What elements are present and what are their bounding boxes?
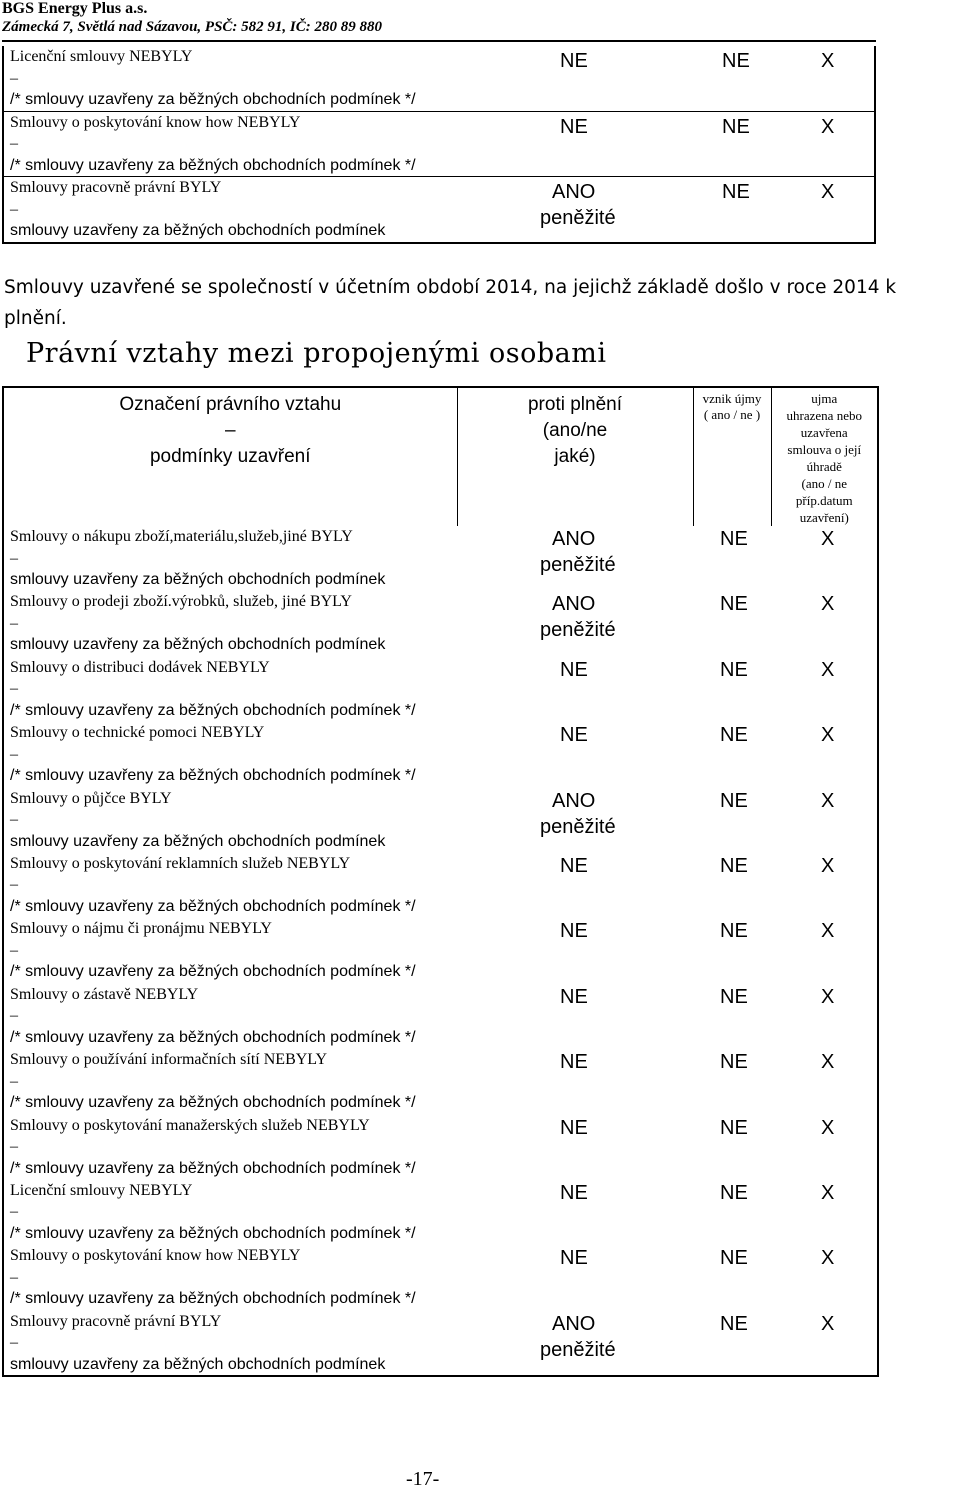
relation-name: Smlouvy pracovně právní BYLY (10, 1312, 222, 1330)
damage-value: NE (720, 985, 748, 1008)
relation-dash: – (10, 135, 18, 153)
consideration-value: NE (560, 1247, 588, 1270)
consideration-value: NE (560, 985, 588, 1008)
consideration-value: ANO (552, 1312, 596, 1335)
compensation-value: X (821, 1312, 835, 1335)
consideration-value: NE (560, 724, 588, 747)
header-label: podmínky uzavření (149, 446, 311, 467)
header-label: (ano/ne (542, 420, 608, 441)
damage-value: NE (722, 181, 750, 204)
company-name: BGS Energy Plus a.s. (2, 0, 148, 17)
header-cell-consideration (457, 387, 693, 526)
header-label: proti plnění (527, 394, 622, 415)
compensation-value: X (821, 1116, 835, 1139)
section-heading: Smlouvy uzavřené se společností v účetním období 2014, na jejichž základě došlo v roce 2014 k plnění. (4, 277, 897, 329)
damage-value: NE (720, 1051, 748, 1074)
consideration-value: NE (560, 920, 588, 943)
table-row (3, 46, 875, 111)
page-number: -17- (406, 1468, 440, 1490)
compensation-value: X (821, 985, 835, 1008)
table-row (3, 853, 878, 918)
table-row (3, 526, 878, 591)
relation-name: Smlouvy o poskytování reklamních služeb NEBYLY (10, 854, 351, 872)
table-row (3, 1180, 878, 1245)
damage-value: NE (720, 1312, 748, 1335)
relation-name: Smlouvy o používání informačních sítí NEBYLY (10, 1051, 328, 1069)
relation-name: Smlouvy o nákupu zboží,materiálu,služeb,jiné BYLY (10, 528, 353, 545)
relation-dash: – (10, 614, 18, 632)
consideration-value: NE (560, 50, 588, 72)
relation-name: Smlouvy o poskytování know how NEBYLY (10, 1247, 301, 1265)
damage-value: NE (720, 528, 748, 550)
compensation-value: X (821, 593, 835, 616)
header-label: vznik újmy (702, 391, 762, 406)
relation-name: Licenční smlouvy NEBYLY (10, 48, 193, 65)
relation-name: Smlouvy o nájmu či pronájmu NEBYLY (10, 920, 272, 938)
consideration-value: ANO (552, 593, 596, 616)
relation-terms: /* smlouvy uzavřeny za běžných obchodních podmínek */ (10, 1094, 416, 1112)
compensation-value: X (821, 658, 835, 681)
consideration-value: NE (560, 854, 588, 877)
relation-dash: – (10, 811, 18, 829)
relation-dash: – (10, 680, 18, 698)
relation-terms: /* smlouvy uzavřeny za běžných obchodních podmínek */ (10, 1290, 416, 1308)
relation-terms: /* smlouvy uzavřeny za běžných obchodních podmínek */ (10, 897, 416, 915)
relation-name: Smlouvy o prodeji zboží.výrobků, služeb, jiné BYLY (10, 593, 352, 611)
consideration-value: ANO (552, 528, 596, 550)
damage-value: NE (720, 724, 748, 747)
damage-value: NE (722, 115, 750, 138)
consideration-value: NE (560, 1116, 588, 1139)
relation-name: Licenční smlouvy NEBYLY (10, 1181, 193, 1199)
relation-terms: /* smlouvy uzavřeny za běžných obchodních podmínek */ (10, 91, 416, 108)
table-row (3, 177, 875, 243)
relation-dash: – (10, 941, 18, 959)
relation-name: Smlouvy o poskytování know how NEBYLY (10, 113, 301, 131)
table-row (3, 111, 875, 177)
consideration-value: NE (560, 1051, 588, 1074)
relation-name: Smlouvy pracovně právní BYLY (10, 179, 222, 197)
damage-value: NE (720, 658, 748, 681)
table-row (3, 1115, 878, 1180)
relation-dash: – (10, 549, 18, 567)
table-row (3, 788, 878, 853)
compensation-value: X (821, 115, 835, 138)
table-row (3, 657, 878, 722)
company-address: Zámecká 7, Světlá nad Sázavou, PSČ: 582 91, IČ: 280 89 880 (2, 19, 383, 35)
header-label: příp.datum (795, 493, 853, 508)
relation-name: Smlouvy o zástavě NEBYLY (10, 985, 199, 1003)
relation-terms: smlouvy uzavřeny za běžných obchodních podmínek (10, 1355, 386, 1373)
compensation-value: X (821, 1051, 835, 1074)
relation-terms: /* smlouvy uzavřeny za běžných obchodních podmínek */ (10, 1028, 416, 1046)
compensation-value: X (821, 920, 835, 943)
continuation-table (2, 46, 876, 244)
table-row (3, 591, 878, 656)
relation-dash: – (10, 1203, 18, 1221)
table-row (3, 984, 878, 1049)
relation-dash: – (10, 1138, 18, 1156)
damage-value: NE (720, 789, 748, 812)
relation-terms: /* smlouvy uzavřeny za běžných obchodních podmínek */ (10, 963, 416, 981)
header-label: smlouva o její (787, 442, 862, 457)
damage-value: NE (720, 854, 748, 877)
compensation-value: X (821, 181, 835, 204)
relation-terms: /* smlouvy uzavřeny za běžných obchodních podmínek */ (10, 1224, 416, 1242)
header-label: uzavřena (800, 425, 848, 440)
relation-name: Smlouvy o poskytování manažerských služeb NEBYLY (10, 1116, 370, 1134)
damage-value: NE (720, 920, 748, 943)
compensation-value: X (821, 50, 835, 72)
relation-dash: – (10, 876, 18, 894)
header-cell-compensation (771, 387, 878, 526)
relation-terms: smlouvy uzavřeny za běžných obchodních podmínek (10, 571, 386, 588)
relation-terms: smlouvy uzavřeny za běžných obchodních podmínek (10, 222, 386, 240)
table-row (3, 1245, 878, 1310)
compensation-value: X (821, 1247, 835, 1270)
header-label: úhradě (806, 459, 842, 474)
consideration-detail: peněžité (540, 815, 616, 838)
relation-dash: – (10, 200, 18, 218)
relations-table (2, 386, 879, 1377)
relation-terms: /* smlouvy uzavřeny za běžných obchodních podmínek */ (10, 156, 416, 174)
table-row (3, 918, 878, 983)
consideration-value: NE (560, 658, 588, 681)
relation-terms: /* smlouvy uzavřeny za běžných obchodních podmínek */ (10, 767, 416, 785)
consideration-value: NE (560, 1181, 588, 1204)
consideration-detail: peněžité (540, 1338, 616, 1361)
table-row (3, 1049, 878, 1114)
header-label: uhrazena nebo (786, 408, 862, 423)
header-label: uzavření) (799, 510, 849, 525)
damage-value: NE (720, 1181, 748, 1204)
table-row (3, 722, 878, 787)
header-cell-relation (3, 387, 457, 526)
compensation-value: X (821, 854, 835, 877)
damage-value: NE (720, 1247, 748, 1270)
relation-dash: – (10, 69, 18, 87)
damage-value: NE (720, 1116, 748, 1139)
consideration-value: NE (560, 115, 588, 138)
damage-value: NE (722, 50, 750, 72)
consideration-detail: peněžité (540, 554, 616, 576)
header-label: ( ano / ne ) (703, 407, 761, 422)
relation-dash: – (10, 1007, 18, 1025)
consideration-value: ANO (552, 789, 596, 812)
relation-name: Smlouvy o technické pomoci NEBYLY (10, 724, 265, 742)
consideration-value: ANO (552, 181, 596, 204)
header-rule (2, 40, 876, 42)
relation-terms: smlouvy uzavřeny za běžných obchodních podmínek (10, 636, 386, 654)
page-header (2, 0, 902, 36)
damage-value: NE (720, 593, 748, 616)
page-title: Právní vztahy mezi propojenými osobami (26, 338, 607, 369)
compensation-value: X (821, 528, 835, 550)
compensation-value: X (821, 724, 835, 747)
table-header-row (3, 387, 878, 526)
header-label: ujma (811, 391, 838, 406)
header-label: Označení právního vztahu (119, 394, 342, 415)
relation-terms: /* smlouvy uzavřeny za běžných obchodních podmínek */ (10, 701, 416, 719)
compensation-value: X (821, 1181, 835, 1204)
relation-dash: – (10, 1334, 18, 1352)
relation-terms: smlouvy uzavřeny za běžných obchodních podmínek (10, 832, 386, 850)
consideration-detail: peněžité (540, 207, 616, 230)
relation-dash: – (10, 745, 18, 763)
header-label: (ano / ne (801, 476, 847, 491)
header-dash: – (224, 420, 236, 441)
compensation-value: X (821, 789, 835, 812)
relation-dash: – (10, 1072, 18, 1090)
table-row (3, 1311, 878, 1377)
relation-name: Smlouvy o distribuci dodávek NEBYLY (10, 658, 270, 676)
consideration-detail: peněžité (540, 619, 616, 642)
header-label: jaké) (554, 446, 596, 467)
relation-name: Smlouvy o půjčce BYLY (10, 789, 172, 807)
header-cell-damage (693, 387, 771, 526)
relation-terms: /* smlouvy uzavřeny za běžných obchodních podmínek */ (10, 1159, 416, 1177)
relation-dash: – (10, 1268, 18, 1286)
